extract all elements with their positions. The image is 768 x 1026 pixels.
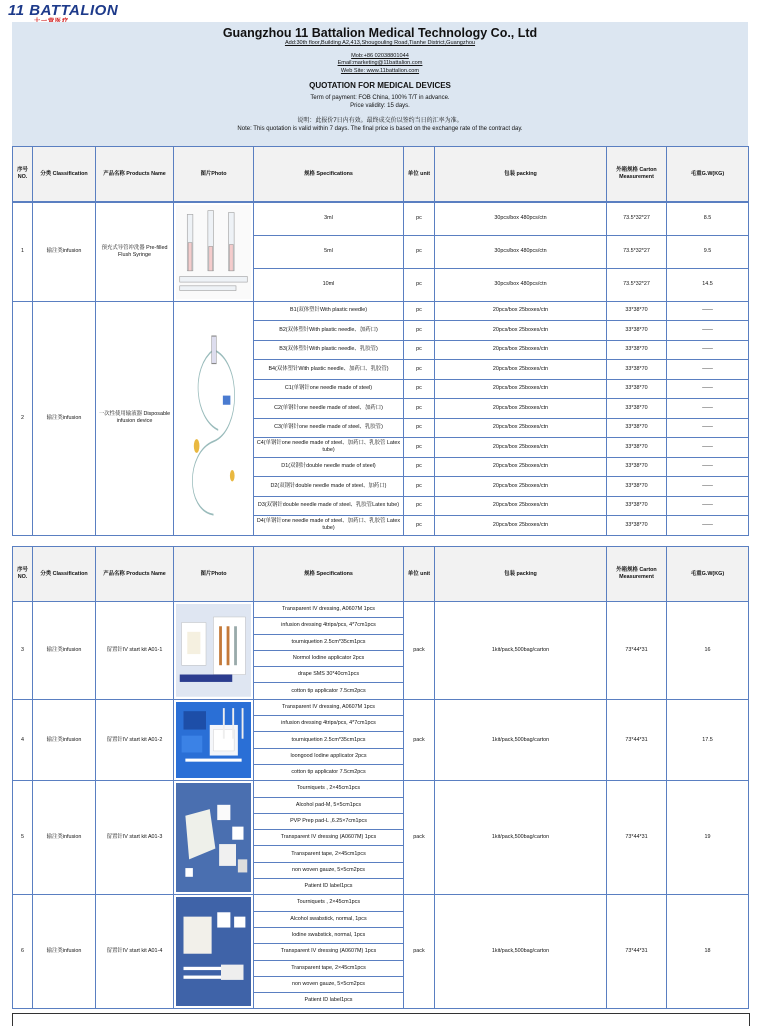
table-row (13, 895, 749, 911)
gross-weight: —— (667, 418, 749, 438)
product-photo (176, 897, 251, 1006)
col-header-classification: 分类 Classification (33, 547, 96, 602)
gross-weight: 19 (667, 781, 749, 895)
row-number: 4 (13, 699, 33, 780)
specification: Transparent IV dressing, A0607M 1pcs (254, 602, 404, 618)
unit: pc (404, 438, 435, 458)
carton-measurement: 33*38*70 (607, 516, 667, 536)
specification: D3(双钢针double needle made of steel、乳胶管Latex tube) (254, 496, 404, 516)
company-email[interactable]: Email:marketing@11battalion.com (337, 60, 423, 67)
specification: Transparent tape, 2×45cm1pcs (254, 846, 404, 862)
col-header-no: 序号 NO. (13, 547, 33, 602)
product-photo-cell (174, 699, 254, 780)
specification: Patient ID label1pcs (254, 879, 404, 895)
carton-measurement: 33*38*70 (607, 418, 667, 438)
specification: C2(单钢针one needle made of steel、加药口) (254, 399, 404, 419)
payment-term: Term of payment: FOB China, 100% T/T in advance. (310, 94, 450, 101)
packing: 20pcs/box 25boxes/ctn (435, 477, 607, 497)
carton-measurement: 73*44*31 (607, 895, 667, 1009)
specification: Normol Iodine applicator 2pcs (254, 650, 404, 666)
col-header-packing: 包装 packing (435, 547, 607, 602)
carton-measurement: 33*38*70 (607, 438, 667, 458)
quotation-table-1 (12, 146, 749, 536)
unit: pc (404, 418, 435, 438)
specification: C3(单钢针one needle made of steel、乳胶管) (254, 418, 404, 438)
unit: pc (404, 268, 435, 301)
col-header-photo: 图片Photo (174, 147, 254, 202)
packing: 20pcs/box 25boxes/ctn (435, 418, 607, 438)
unit: pc (404, 321, 435, 341)
col-header-spec: 规格 Specifications (254, 547, 404, 602)
specification: Transparent tape, 2×45cm1pcs (254, 960, 404, 976)
kit-c-photo (176, 783, 251, 892)
gross-weight: 9.5 (667, 235, 749, 268)
gross-weight: —— (667, 477, 749, 497)
table-header-row (13, 147, 749, 202)
specification: C1(单钢针one needle made of steel) (254, 379, 404, 399)
product-name: 留置针IV start kit A01-2 (96, 699, 174, 780)
table-row (13, 301, 749, 321)
specification: Iodine swabstick, normal, 1pcs (254, 927, 404, 943)
col-header-unit: 单位 unit (404, 147, 435, 202)
packing: 20pcs/box 25boxes/ctn (435, 360, 607, 380)
carton-measurement: 33*38*70 (607, 379, 667, 399)
specification: D2(双钢针double needle made of steel、加药口) (254, 477, 404, 497)
gross-weight: —— (667, 516, 749, 536)
packing: 20pcs/box 25boxes/ctn (435, 438, 607, 458)
gross-weight: —— (667, 438, 749, 458)
gross-weight: —— (667, 360, 749, 380)
col-header-products: 产品名称 Products Name (96, 147, 174, 202)
specification: tourniquetion 2.5cm*35cm1pcs (254, 732, 404, 748)
product-name: 留置针IV start kit A01-1 (96, 602, 174, 700)
col-header-no: 序号 NO. (13, 147, 33, 202)
specification: drape SMS 30*40cm1pcs (254, 667, 404, 683)
product-photo (176, 783, 251, 892)
product-photo-cell (174, 202, 254, 301)
unit: pc (404, 457, 435, 477)
col-header-spec: 规格 Specifications (254, 147, 404, 202)
quotation-header (12, 22, 748, 146)
packing: 1kit/pack,500bag/carton (435, 895, 607, 1009)
col-header-gw: 毛重G.W(KG) (667, 547, 749, 602)
carton-measurement: 33*38*70 (607, 496, 667, 516)
quotation-title: QUOTATION FOR MEDICAL DEVICES (309, 80, 451, 90)
product-photo (176, 304, 251, 533)
product-photo (176, 702, 251, 778)
unit: pack (404, 895, 435, 1009)
company-name: Guangzhou 11 Battalion Medical Technology Co., Ltd (222, 26, 538, 40)
product-photo (176, 604, 251, 697)
col-header-products: 产品名称 Products Name (96, 547, 174, 602)
packing: 1kit/pack,500bag/carton (435, 699, 607, 780)
specification: Transparent IV dressing, A0607M 1pcs (254, 699, 404, 715)
unit: pc (404, 301, 435, 321)
specification: infusion dressing 4trips/pcs, 4*7cm1pcs (254, 716, 404, 732)
gross-weight: —— (667, 457, 749, 477)
packing: 30pcs/box 480pcs/ctn (435, 202, 607, 235)
unit: pack (404, 781, 435, 895)
specification: 5ml (254, 235, 404, 268)
product-photo (176, 205, 251, 299)
carton-measurement: 33*38*70 (607, 301, 667, 321)
packing: 20pcs/box 25boxes/ctn (435, 496, 607, 516)
quotation-table-2 (12, 546, 749, 1009)
col-header-packing: 包装 packing (435, 147, 607, 202)
specification: C4(单钢针one needle made of steel、加药口、乳胶管 Latex tube) (254, 438, 404, 458)
specification: Patient ID label1pcs (254, 993, 404, 1009)
carton-measurement: 73*44*31 (607, 781, 667, 895)
specification: D1(双钢针double needle made of steel) (254, 457, 404, 477)
specification: Transparent IV dressing (A0607M) 1pcs (254, 944, 404, 960)
packing: 20pcs/box 25boxes/ctn (435, 516, 607, 536)
syringe-photo (176, 205, 251, 299)
product-name: 一次性使用输液器 Disposable infusion device (96, 301, 174, 535)
row-number: 1 (13, 202, 33, 301)
packing: 20pcs/box 25boxes/ctn (435, 321, 607, 341)
unit: pc (404, 496, 435, 516)
kit-b-photo (176, 702, 251, 778)
gross-weight: —— (667, 379, 749, 399)
gross-weight: —— (667, 496, 749, 516)
col-header-gw: 毛重G.W(KG) (667, 147, 749, 202)
classification: 输注类infusion (33, 895, 96, 1009)
classification: 输注类infusion (33, 202, 96, 301)
price-validity: Price validity: 15 days. (350, 102, 410, 109)
col-header-carton: 外箱规格 Carton Measurement (607, 547, 667, 602)
unit: pack (404, 699, 435, 780)
gross-weight: —— (667, 301, 749, 321)
specification: B3(双体塑针With plastic needle、乳胶管) (254, 340, 404, 360)
gross-weight: 17.5 (667, 699, 749, 780)
specification: PVP Prep pad-L ,6.25×7cm1pcs (254, 813, 404, 829)
packing: 30pcs/box 480pcs/ctn (435, 235, 607, 268)
footer-box (12, 1013, 750, 1026)
specification: Tourniquets , 2×45cm1pcs (254, 895, 404, 911)
row-number: 5 (13, 781, 33, 895)
gross-weight: —— (667, 399, 749, 419)
packing: 1kit/pack,500bag/carton (435, 781, 607, 895)
kit-d-photo (176, 897, 251, 1006)
unit: pc (404, 235, 435, 268)
classification: 输注类infusion (33, 602, 96, 700)
company-address: Add:30th floor,Building A2,413,Shougouling Road,Tianhe District,Guangzhou (284, 40, 476, 46)
packing: 1kit/pack,500bag/carton (435, 602, 607, 700)
specification: infusion dressing 4trips/pcs, 4*7cm1pcs (254, 618, 404, 634)
company-mob: Mob:+86 02038801044 (351, 53, 409, 60)
packing: 20pcs/box 25boxes/ctn (435, 301, 607, 321)
unit: pc (404, 399, 435, 419)
unit: pc (404, 379, 435, 399)
specification: 10ml (254, 268, 404, 301)
classification: 输注类infusion (33, 301, 96, 535)
specification: non woven gauze, 5×5cm2pcs (254, 976, 404, 992)
infusion-photo (176, 304, 251, 533)
gross-weight: 8.5 (667, 202, 749, 235)
col-header-photo: 图片Photo (174, 547, 254, 602)
note-english: Note: This quotation is valid within 7 days. The final price is based on the exchange rate of the contract day. (237, 125, 523, 132)
packing: 30pcs/box 480pcs/ctn (435, 268, 607, 301)
specification: Alcohol swabstick, normal, 1pcs (254, 911, 404, 927)
specification: D4(单钢针one needle made of steel、加药口、乳胶管 Latex tube) (254, 516, 404, 536)
specification: non woven gauze, 5×5cm2pcs (254, 862, 404, 878)
packing: 20pcs/box 25boxes/ctn (435, 340, 607, 360)
product-name: 留置针IV start kit A01-3 (96, 781, 174, 895)
logo-text: 11 BATTALION (8, 2, 119, 19)
unit: pc (404, 202, 435, 235)
table-row (13, 781, 749, 797)
col-header-classification: 分类 Classification (33, 147, 96, 202)
gross-weight: 14.5 (667, 268, 749, 301)
specification: Tourniquets , 2×45cm1pcs (254, 781, 404, 797)
table-header-row (13, 547, 749, 602)
product-name: 预充式导管冲洗器 Pre-filled Flush Syringe (96, 202, 174, 301)
unit: pack (404, 602, 435, 700)
carton-measurement: 33*38*70 (607, 477, 667, 497)
product-photo-cell (174, 301, 254, 535)
carton-measurement: 73.5*32*27 (607, 202, 667, 235)
specification: B2(双体塑针With plastic needle、加药口) (254, 321, 404, 341)
kit-a-photo (176, 604, 251, 697)
packing: 20pcs/box 25boxes/ctn (435, 457, 607, 477)
packing: 20pcs/box 25boxes/ctn (435, 379, 607, 399)
row-number: 6 (13, 895, 33, 1009)
carton-measurement: 73.5*32*27 (607, 235, 667, 268)
carton-measurement: 73.5*32*27 (607, 268, 667, 301)
gross-weight: —— (667, 321, 749, 341)
specification: 3ml (254, 202, 404, 235)
gross-weight: —— (667, 340, 749, 360)
specification: cotton tip applicator 7.5cm2pcs (254, 764, 404, 780)
product-photo-cell (174, 602, 254, 700)
company-website[interactable]: Web Site: www.11battalion.com (340, 67, 420, 74)
col-header-carton: 外箱规格 Carton Measurement (607, 147, 667, 202)
unit: pc (404, 360, 435, 380)
table-row (13, 202, 749, 235)
table-row (13, 602, 749, 618)
row-number: 3 (13, 602, 33, 700)
specification: Alcohol pad-M, 5×5cm1pcs (254, 797, 404, 813)
specification: B4(双体塑针With plastic needle、加药口、乳胶管) (254, 360, 404, 380)
unit: pc (404, 340, 435, 360)
carton-measurement: 33*38*70 (607, 360, 667, 380)
specification: tourniquetion 2.5cm*35cm1pcs (254, 634, 404, 650)
company-logo (8, 2, 118, 22)
specification: B1(双体塑针With plastic needle) (254, 301, 404, 321)
unit: pc (404, 516, 435, 536)
note-chinese: 说明：此报价7日内有效。最终成交价以签约当日的汇率为准。 (297, 117, 463, 124)
specification: Transparent IV dressing (A0607M) 1pcs (254, 830, 404, 846)
product-name: 留置针IV start kit A01-4 (96, 895, 174, 1009)
gross-weight: 16 (667, 602, 749, 700)
carton-measurement: 33*38*70 (607, 399, 667, 419)
gross-weight: 18 (667, 895, 749, 1009)
classification: 输注类infusion (33, 699, 96, 780)
unit: pc (404, 477, 435, 497)
classification: 输注类infusion (33, 781, 96, 895)
carton-measurement: 33*38*70 (607, 340, 667, 360)
col-header-unit: 单位 unit (404, 547, 435, 602)
specification: loongood Iodine applicator 2pcs (254, 748, 404, 764)
specification: cotton tip applicator 7.5cm2pcs (254, 683, 404, 699)
row-number: 2 (13, 301, 33, 535)
product-photo-cell (174, 895, 254, 1009)
product-photo-cell (174, 781, 254, 895)
carton-measurement: 33*38*70 (607, 321, 667, 341)
carton-measurement: 73*44*31 (607, 699, 667, 780)
table-row (13, 699, 749, 715)
carton-measurement: 73*44*31 (607, 602, 667, 700)
packing: 20pcs/box 25boxes/ctn (435, 399, 607, 419)
carton-measurement: 33*38*70 (607, 457, 667, 477)
